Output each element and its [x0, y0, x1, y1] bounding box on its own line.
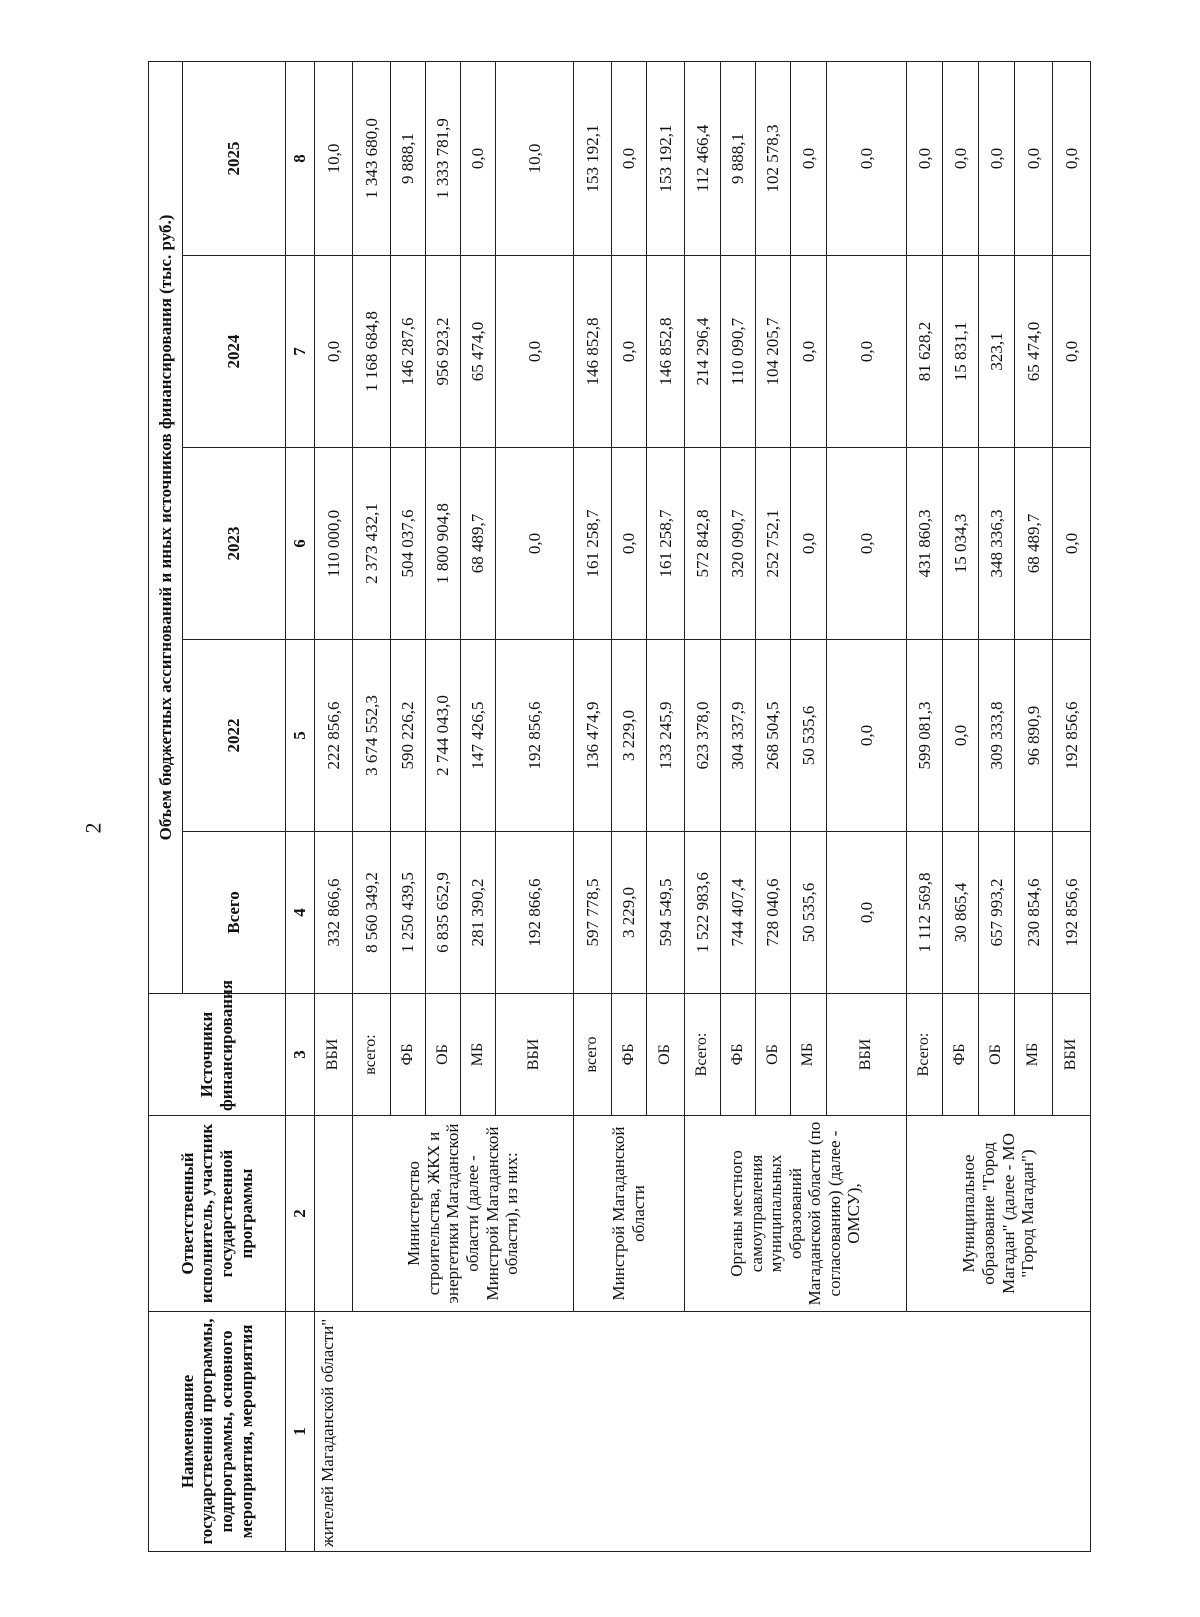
year-value-cell: 110 090,7	[721, 256, 756, 448]
executor-cell: Муниципальное образование "Город Магадан" (далее - МО "Город Магадан")	[907, 1116, 1091, 1312]
year-value-cell: 0,0	[907, 61, 943, 255]
year-value-cell: 309 333,8	[979, 640, 1015, 832]
year-value-cell: 161 258,7	[647, 448, 685, 640]
year-value-cell: 3 674 552,3	[353, 640, 391, 832]
column-number: 2	[286, 1116, 315, 1312]
total-value-cell: 1 250 439,5	[391, 832, 426, 994]
year-value-cell: 68 489,7	[461, 448, 496, 640]
header-year: 2025	[183, 61, 286, 255]
executor-cell: Минстрой Магаданской области	[574, 1116, 685, 1312]
header-total: Всего	[183, 832, 286, 994]
year-value-cell: 0,0	[1053, 61, 1091, 255]
total-value-cell: 594 549,5	[647, 832, 685, 994]
year-value-cell: 0,0	[1015, 61, 1053, 255]
year-value-cell: 0,0	[612, 448, 647, 640]
header-funding-source: Источники финансирования	[149, 994, 286, 1116]
year-value-cell: 10,0	[496, 61, 574, 255]
year-value-cell: 0,0	[791, 448, 827, 640]
total-value-cell: 192 866,6	[496, 832, 574, 994]
funding-source-cell: ФБ	[721, 994, 756, 1116]
program-name-cell: жителей Магаданской области"	[315, 1312, 1091, 1552]
year-value-cell: 252 752,1	[756, 448, 791, 640]
year-value-cell: 504 037,6	[391, 448, 426, 640]
year-value-cell: 0,0	[461, 61, 496, 255]
header-year: 2024	[183, 256, 286, 448]
column-number: 1	[286, 1312, 315, 1552]
year-value-cell: 0,0	[827, 61, 907, 255]
year-value-cell: 153 192,1	[647, 61, 685, 255]
year-value-cell: 1 343 680,0	[353, 61, 391, 255]
year-value-cell: 102 578,3	[756, 61, 791, 255]
funding-source-cell: ВБИ	[496, 994, 574, 1116]
year-value-cell: 147 426,5	[461, 640, 496, 832]
executor-cell	[315, 1116, 353, 1312]
year-value-cell: 133 245,9	[647, 640, 685, 832]
total-value-cell: 332 866,6	[315, 832, 353, 994]
column-number: 5	[286, 640, 315, 832]
header-volume: Объем бюджетных ассигнований и иных источников финансирования (тыс. руб.)	[149, 61, 183, 993]
funding-source-cell: ВБИ	[315, 994, 353, 1116]
year-value-cell: 0,0	[943, 640, 979, 832]
column-number: 3	[286, 994, 315, 1116]
year-value-cell: 68 489,7	[1015, 448, 1053, 640]
total-value-cell: 1 522 983,6	[685, 832, 721, 994]
rotated-table-container	[148, 62, 1081, 1552]
year-value-cell: 10,0	[315, 61, 353, 255]
year-value-cell: 112 466,4	[685, 61, 721, 255]
year-value-cell: 146 852,8	[574, 256, 612, 448]
funding-source-cell: всего:	[353, 994, 391, 1116]
year-value-cell: 9 888,1	[391, 61, 426, 255]
header-program-name: Наименование государственной программы, подпрограммы, основного мероприятия, мероприятия	[149, 1312, 286, 1552]
year-value-cell: 0,0	[791, 61, 827, 255]
table-row	[315, 61, 353, 1551]
year-value-cell: 0,0	[979, 61, 1015, 255]
year-value-cell: 1 800 904,8	[426, 448, 461, 640]
total-value-cell: 657 993,2	[979, 832, 1015, 994]
year-value-cell: 956 923,2	[426, 256, 461, 448]
year-value-cell: 192 856,6	[1053, 640, 1091, 832]
year-value-cell: 348 336,3	[979, 448, 1015, 640]
total-value-cell: 8 560 349,2	[353, 832, 391, 994]
column-number-row	[286, 61, 315, 1551]
total-value-cell: 281 390,2	[461, 832, 496, 994]
year-value-cell: 214 296,4	[685, 256, 721, 448]
funding-source-cell: ОБ	[979, 994, 1015, 1116]
year-value-cell: 110 000,0	[315, 448, 353, 640]
total-value-cell: 230 854,6	[1015, 832, 1053, 994]
funding-source-cell: Всего:	[907, 994, 943, 1116]
year-value-cell: 0,0	[827, 640, 907, 832]
year-value-cell: 0,0	[612, 61, 647, 255]
year-value-cell: 0,0	[612, 256, 647, 448]
year-value-cell: 153 192,1	[574, 61, 612, 255]
year-value-cell: 9 888,1	[721, 61, 756, 255]
year-value-cell: 15 831,1	[943, 256, 979, 448]
year-value-cell: 0,0	[1053, 256, 1091, 448]
year-value-cell: 590 226,2	[391, 640, 426, 832]
year-value-cell: 65 474,0	[1015, 256, 1053, 448]
column-number: 4	[286, 832, 315, 994]
total-value-cell: 192 856,6	[1053, 832, 1091, 994]
header-year: 2023	[183, 448, 286, 640]
year-value-cell: 599 081,3	[907, 640, 943, 832]
year-value-cell: 146 287,6	[391, 256, 426, 448]
total-value-cell: 30 865,4	[943, 832, 979, 994]
year-value-cell: 572 842,8	[685, 448, 721, 640]
header-executor: Ответственный исполнитель, участник государственной программы	[149, 1116, 286, 1312]
year-value-cell: 0,0	[496, 256, 574, 448]
funding-source-cell: ФБ	[391, 994, 426, 1116]
total-value-cell: 744 407,4	[721, 832, 756, 994]
year-value-cell: 0,0	[827, 448, 907, 640]
year-value-cell: 2 744 043,0	[426, 640, 461, 832]
column-number: 7	[286, 256, 315, 448]
total-value-cell: 1 112 569,8	[907, 832, 943, 994]
year-value-cell: 81 628,2	[907, 256, 943, 448]
year-value-cell: 161 258,7	[574, 448, 612, 640]
funding-source-cell: МБ	[1015, 994, 1053, 1116]
year-value-cell: 192 856,6	[496, 640, 574, 832]
total-value-cell: 3 229,0	[612, 832, 647, 994]
year-value-cell: 431 860,3	[907, 448, 943, 640]
total-value-cell: 6 835 652,9	[426, 832, 461, 994]
year-value-cell: 15 034,3	[943, 448, 979, 640]
funding-source-cell: ВБИ	[827, 994, 907, 1116]
executor-cell: Министерство строительства, ЖКХ и энергетики Магаданской области (далее - Минстрой Магаданской области), из них:	[353, 1116, 574, 1312]
funding-source-cell: ОБ	[756, 994, 791, 1116]
total-value-cell: 728 040,6	[756, 832, 791, 994]
year-value-cell: 323,1	[979, 256, 1015, 448]
year-value-cell: 0,0	[496, 448, 574, 640]
funding-source-cell: ФБ	[612, 994, 647, 1116]
year-value-cell: 1 168 684,8	[353, 256, 391, 448]
column-number: 6	[286, 448, 315, 640]
funding-source-cell: ВБИ	[1053, 994, 1091, 1116]
year-value-cell: 623 378,0	[685, 640, 721, 832]
funding-source-cell: всего	[574, 994, 612, 1116]
page-number: 2	[80, 822, 106, 834]
year-value-cell: 320 090,7	[721, 448, 756, 640]
year-value-cell: 0,0	[1053, 448, 1091, 640]
year-value-cell: 96 890,9	[1015, 640, 1053, 832]
year-value-cell: 268 504,5	[756, 640, 791, 832]
year-value-cell: 2 373 432,1	[353, 448, 391, 640]
table-body	[286, 61, 1091, 1551]
header-year: 2022	[183, 640, 286, 832]
year-value-cell: 304 337,9	[721, 640, 756, 832]
financing-table	[148, 61, 1091, 1552]
year-value-cell: 0,0	[827, 256, 907, 448]
funding-source-cell: Всего:	[685, 994, 721, 1116]
year-value-cell: 0,0	[315, 256, 353, 448]
year-value-cell: 1 333 781,9	[426, 61, 461, 255]
year-value-cell: 65 474,0	[461, 256, 496, 448]
funding-source-cell: ОБ	[647, 994, 685, 1116]
funding-source-cell: ФБ	[943, 994, 979, 1116]
total-value-cell: 597 778,5	[574, 832, 612, 994]
funding-source-cell: ОБ	[426, 994, 461, 1116]
column-number: 8	[286, 61, 315, 255]
year-value-cell: 0,0	[943, 61, 979, 255]
total-value-cell: 0,0	[827, 832, 907, 994]
total-value-cell: 50 535,6	[791, 832, 827, 994]
year-value-cell: 50 535,6	[791, 640, 827, 832]
executor-cell: Органы местного самоуправления муниципальных образований Магаданской области (по согласованию) (далее - ОМСУ),	[685, 1116, 907, 1312]
funding-source-cell: МБ	[791, 994, 827, 1116]
year-value-cell: 3 229,0	[612, 640, 647, 832]
year-value-cell: 0,0	[791, 256, 827, 448]
funding-source-cell: МБ	[461, 994, 496, 1116]
year-value-cell: 146 852,8	[647, 256, 685, 448]
year-value-cell: 136 474,9	[574, 640, 612, 832]
year-value-cell: 222 856,6	[315, 640, 353, 832]
year-value-cell: 104 205,7	[756, 256, 791, 448]
